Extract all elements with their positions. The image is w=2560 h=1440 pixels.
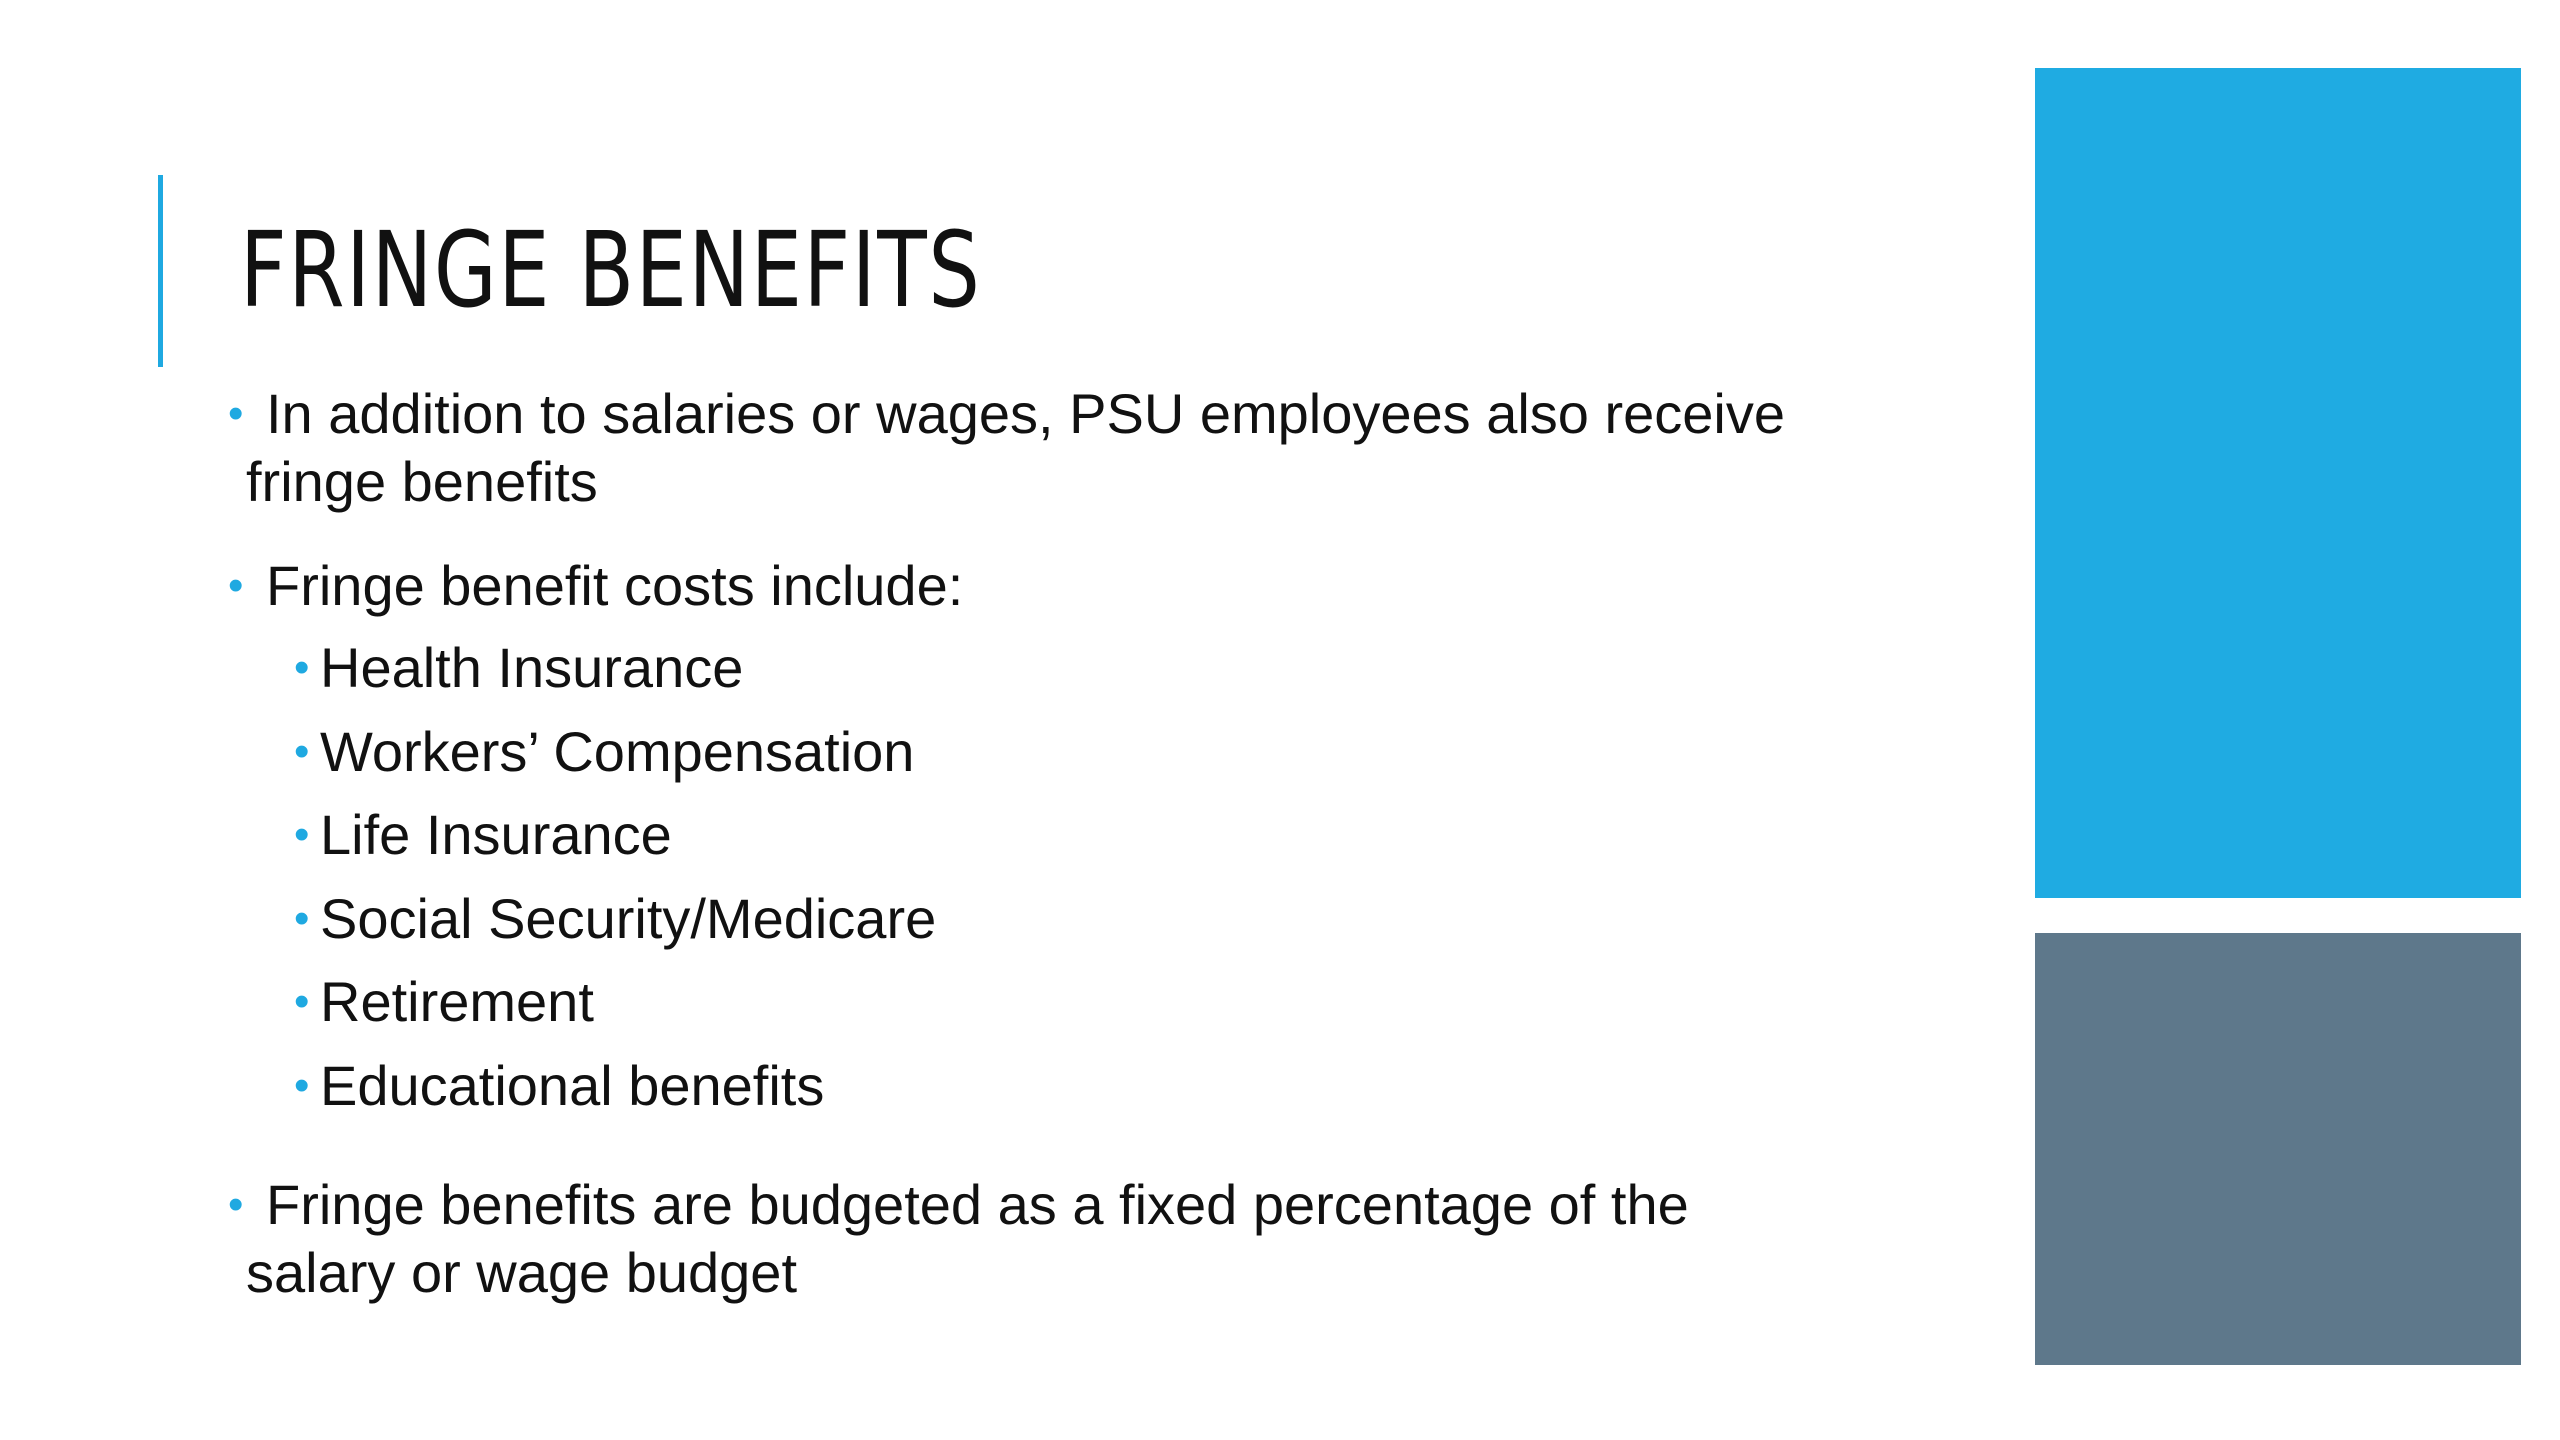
sub-bullet-text: Educational benefits	[320, 1053, 825, 1117]
bullet-dot-icon: •	[294, 1060, 310, 1110]
slide-content	[228, 380, 1848, 1307]
sub-bullet-text: Health Insurance	[320, 636, 744, 699]
bullet-dot-icon: •	[294, 810, 310, 859]
bullet-item	[228, 552, 1848, 620]
bullet-dot-icon: •	[228, 561, 244, 610]
decorative-blue-block	[2035, 68, 2521, 898]
sub-bullet-item	[228, 877, 1848, 961]
sub-bullet-text: Social Security/Medicare	[320, 886, 937, 950]
bullet-dot-icon: •	[228, 1180, 244, 1229]
decorative-slate-block	[2035, 933, 2521, 1365]
sub-bullet-item	[228, 1044, 1848, 1128]
sub-bullet-item	[228, 710, 1848, 794]
sub-bullet-list	[228, 626, 1848, 1127]
bullet-dot-icon: •	[294, 643, 310, 692]
bullet-dot-icon: •	[228, 389, 244, 438]
sub-bullet-item	[228, 960, 1848, 1044]
sub-bullet-text: Life Insurance	[320, 803, 672, 866]
slide-title: FRINGE BENEFITS	[240, 209, 982, 331]
bullet-text: In addition to salaries or wages, PSU employees also receive fringe benefits	[246, 382, 1785, 513]
bullet-text: Fringe benefits are budgeted as a fixed percentage of the salary or wage budget	[246, 1173, 1689, 1304]
sub-bullet-text: Retirement	[320, 970, 594, 1033]
sub-bullet-item	[228, 626, 1848, 710]
sub-bullet-text: Workers’ Compensation	[320, 719, 915, 783]
bullet-dot-icon: •	[294, 726, 310, 776]
sub-bullet-item	[228, 793, 1848, 877]
bullet-dot-icon: •	[294, 977, 310, 1026]
bullet-item	[228, 1171, 1848, 1307]
title-accent-bar	[158, 175, 163, 367]
bullet-dot-icon: •	[294, 893, 310, 943]
bullet-text: Fringe benefit costs include:	[266, 554, 964, 617]
bullet-item	[228, 380, 1848, 516]
